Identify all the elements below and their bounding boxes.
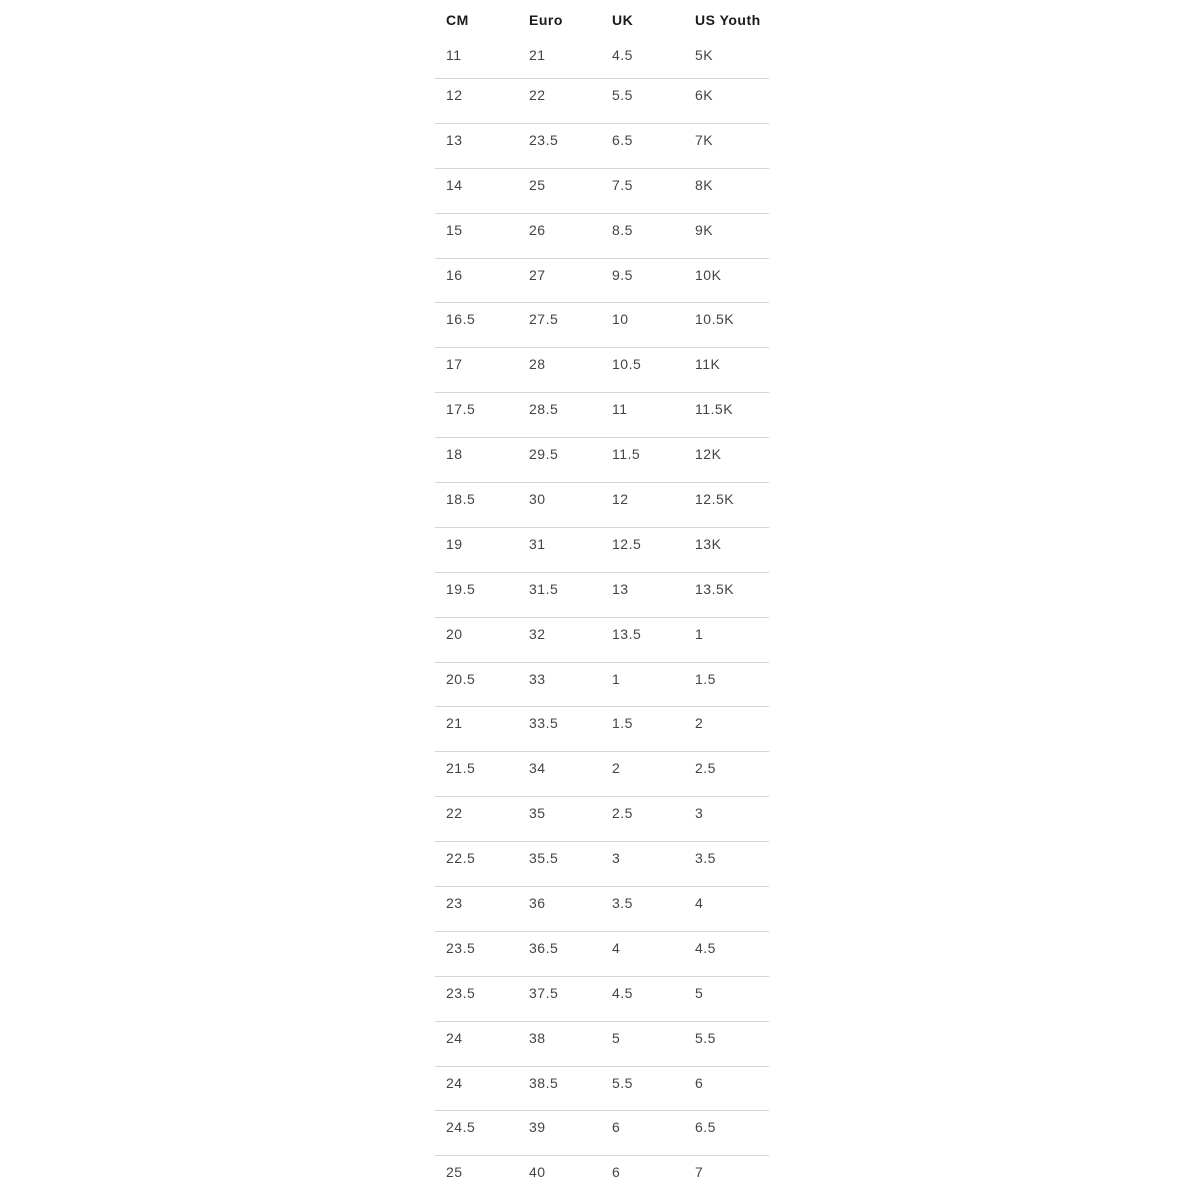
cell-us-youth: 5K [695, 47, 714, 63]
cell-cm: 20.5 [446, 670, 476, 687]
cell-cm: 16 [446, 266, 463, 283]
cell-cm: 17.5 [446, 401, 476, 418]
cell-us-youth: 7 [695, 1164, 704, 1181]
cell-cm: 14 [446, 176, 463, 193]
table-row [435, 79, 769, 124]
cell-euro: 38.5 [529, 1074, 559, 1091]
header-euro: Euro [529, 12, 563, 28]
cell-us-youth: 3.5 [695, 850, 716, 867]
cell-us-youth: 6 [695, 1074, 704, 1091]
cell-uk: 1.5 [612, 715, 633, 732]
cell-uk: 12 [612, 491, 629, 508]
cell-uk: 10.5 [612, 356, 642, 373]
cell-euro: 29.5 [529, 446, 559, 463]
cell-euro: 35.5 [529, 850, 559, 867]
cell-us-youth: 4.5 [695, 939, 716, 956]
cell-cm: 18 [446, 446, 463, 463]
cell-uk: 2 [612, 760, 621, 777]
cell-euro: 32 [529, 625, 546, 642]
table-row [435, 393, 769, 438]
table-row [435, 528, 769, 573]
cell-cm: 16.5 [446, 311, 476, 328]
cell-uk: 12.5 [612, 535, 642, 552]
cell-uk: 3.5 [612, 895, 633, 912]
cell-uk: 11 [612, 401, 628, 418]
table-row [435, 39, 769, 79]
cell-uk: 6 [612, 1119, 621, 1136]
table-row [435, 1156, 769, 1201]
cell-cm: 15 [446, 221, 463, 238]
cell-euro: 33.5 [529, 715, 559, 732]
cell-euro: 25 [529, 176, 546, 193]
cell-euro: 34 [529, 760, 546, 777]
cell-euro: 26 [529, 221, 546, 238]
cell-us-youth: 1 [695, 625, 704, 642]
cell-cm: 22 [446, 805, 463, 822]
cell-uk: 5.5 [612, 1074, 633, 1091]
table-row [435, 214, 769, 259]
cell-us-youth: 12.5K [695, 491, 735, 508]
cell-cm: 21.5 [446, 760, 476, 777]
table-row [435, 483, 769, 528]
header-cm: CM [446, 12, 469, 28]
cell-uk: 10 [612, 311, 629, 328]
cell-cm: 24 [446, 1029, 463, 1046]
cell-euro: 36 [529, 895, 546, 912]
cell-uk: 5 [612, 1029, 621, 1046]
cell-euro: 35 [529, 805, 546, 822]
cell-euro: 22 [529, 87, 546, 103]
cell-uk: 4 [612, 939, 621, 956]
table-row [435, 573, 769, 618]
cell-cm: 18.5 [446, 491, 476, 508]
cell-us-youth: 13.5K [695, 580, 735, 597]
cell-cm: 24 [446, 1074, 463, 1091]
size-chart-table [435, 0, 769, 1201]
table-body [435, 39, 769, 1201]
cell-cm: 11 [446, 47, 462, 63]
cell-euro: 38 [529, 1029, 546, 1046]
cell-uk: 2.5 [612, 805, 633, 822]
cell-cm: 21 [446, 715, 463, 732]
cell-euro: 31 [529, 535, 546, 552]
cell-us-youth: 11K [695, 356, 721, 373]
table-header [435, 0, 769, 39]
cell-euro: 23.5 [529, 131, 559, 148]
header-us-youth: US Youth [695, 12, 761, 28]
cell-uk: 13 [612, 580, 629, 597]
cell-euro: 36.5 [529, 939, 559, 956]
cell-uk: 5.5 [612, 87, 633, 103]
cell-uk: 9.5 [612, 266, 633, 283]
cell-us-youth: 7K [695, 131, 714, 148]
table-row [435, 124, 769, 169]
table-row [435, 663, 769, 708]
table-row [435, 303, 769, 348]
cell-cm: 17 [446, 356, 463, 373]
cell-euro: 39 [529, 1119, 546, 1136]
header-uk: UK [612, 12, 634, 28]
table-row [435, 1111, 769, 1156]
cell-euro: 28.5 [529, 401, 559, 418]
cell-euro: 40 [529, 1164, 546, 1181]
cell-us-youth: 13K [695, 535, 722, 552]
cell-uk: 7.5 [612, 176, 633, 193]
cell-us-youth: 4 [695, 895, 704, 912]
cell-us-youth: 5.5 [695, 1029, 716, 1046]
cell-cm: 19.5 [446, 580, 476, 597]
table-row [435, 707, 769, 752]
cell-us-youth: 2.5 [695, 760, 716, 777]
table-row [435, 842, 769, 887]
table-row [435, 1067, 769, 1112]
cell-uk: 3 [612, 850, 621, 867]
table-row [435, 887, 769, 932]
cell-us-youth: 8K [695, 176, 714, 193]
cell-euro: 27 [529, 266, 546, 283]
cell-uk: 6 [612, 1164, 621, 1181]
cell-us-youth: 10.5K [695, 311, 735, 328]
cell-us-youth: 10K [695, 266, 722, 283]
table-row [435, 932, 769, 977]
cell-us-youth: 6K [695, 87, 714, 103]
cell-euro: 37.5 [529, 984, 559, 1001]
cell-euro: 30 [529, 491, 546, 508]
cell-cm: 25 [446, 1164, 463, 1181]
cell-uk: 8.5 [612, 221, 633, 238]
cell-cm: 23.5 [446, 984, 476, 1001]
cell-euro: 31.5 [529, 580, 559, 597]
cell-uk: 4.5 [612, 47, 633, 63]
cell-cm: 23 [446, 895, 463, 912]
table-row [435, 1022, 769, 1067]
cell-us-youth: 3 [695, 805, 704, 822]
cell-us-youth: 2 [695, 715, 704, 732]
cell-uk: 4.5 [612, 984, 633, 1001]
cell-euro: 28 [529, 356, 546, 373]
cell-cm: 13 [446, 131, 463, 148]
cell-uk: 13.5 [612, 625, 642, 642]
cell-uk: 11.5 [612, 446, 641, 463]
table-row [435, 977, 769, 1022]
table-row [435, 797, 769, 842]
table-row [435, 438, 769, 483]
table-row [435, 169, 769, 214]
cell-euro: 27.5 [529, 311, 559, 328]
cell-cm: 24.5 [446, 1119, 476, 1136]
cell-cm: 23.5 [446, 939, 476, 956]
cell-cm: 12 [446, 87, 463, 103]
cell-us-youth: 5 [695, 984, 704, 1001]
cell-uk: 6.5 [612, 131, 633, 148]
cell-us-youth: 6.5 [695, 1119, 716, 1136]
cell-cm: 22.5 [446, 850, 476, 867]
cell-us-youth: 9K [695, 221, 714, 238]
cell-us-youth: 11.5K [695, 401, 734, 418]
cell-euro: 33 [529, 670, 546, 687]
cell-cm: 20 [446, 625, 463, 642]
cell-us-youth: 1.5 [695, 670, 716, 687]
table-row [435, 618, 769, 663]
table-row [435, 752, 769, 797]
cell-us-youth: 12K [695, 446, 722, 463]
cell-uk: 1 [612, 670, 621, 687]
cell-cm: 19 [446, 535, 463, 552]
table-row [435, 348, 769, 393]
table-row [435, 259, 769, 304]
cell-euro: 21 [529, 47, 546, 63]
